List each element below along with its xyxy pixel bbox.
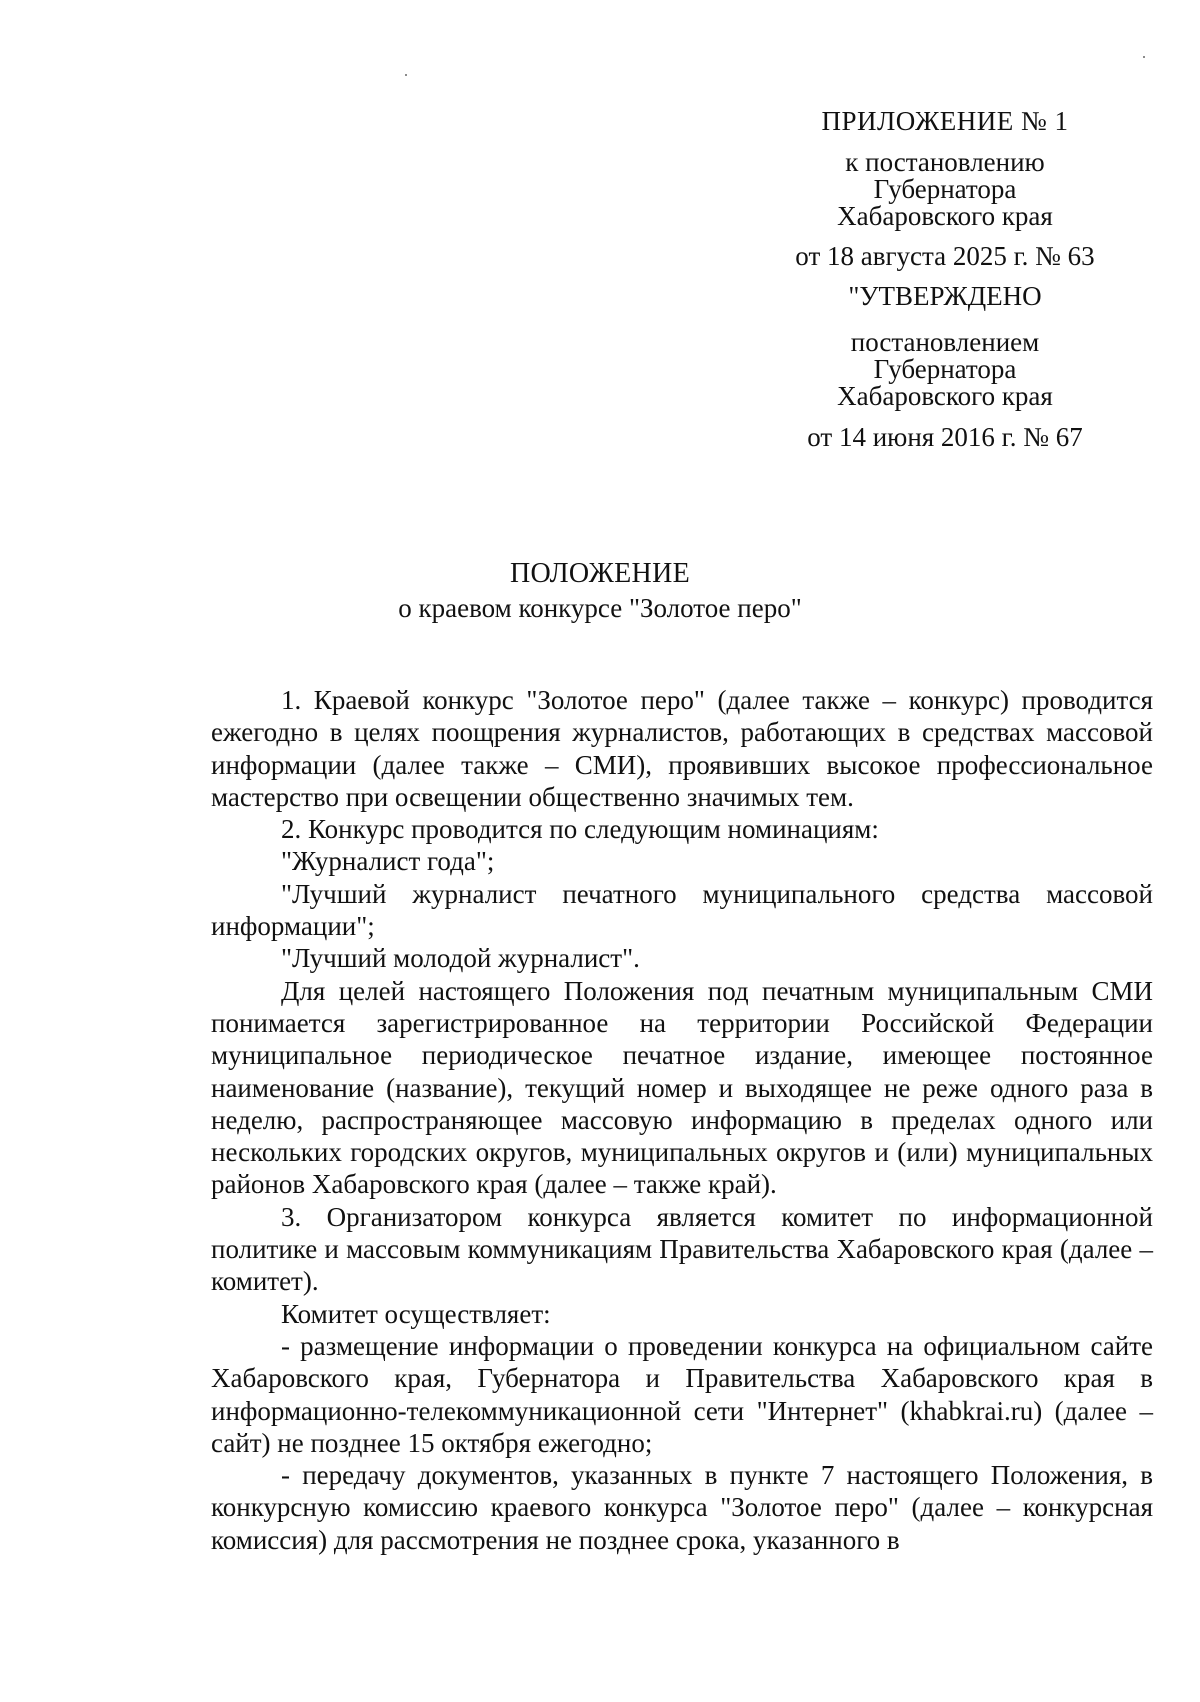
paragraph-2: 2. Конкурс проводится по следующим номинациям:	[281, 814, 879, 845]
scan-speck	[405, 74, 407, 76]
nomination-best-municipal-print: "Лучший журналист печатного муниципального средства массовой информации";	[211, 878, 1153, 942]
nomination-best-young-journalist: "Лучший молодой журналист".	[281, 943, 640, 974]
nomination-journalist-of-year: "Журналист года";	[281, 846, 495, 877]
appendix-date-number: от 18 августа 2025 г. № 63	[795, 241, 1095, 271]
appendix-block	[780, 108, 1110, 451]
document-heading	[0, 556, 1200, 624]
paragraph-definition: Для целей настоящего Положения под печатным муниципальным СМИ понимается зарегистрированное на территории Российской Федерации муниципальное периодическое печатное издание, имеющее постоянное наименование (название), текущий номер и выходящее не реже одного раза в неделю, распространяющее массовую информацию в пределах одного или нескольких городских округов, муниципальных округов и (или) муниципальных районов Хабаровского края (далее – также край).	[211, 975, 1153, 1200]
approved-stamp-label: "УТВЕРЖДЕНО	[848, 281, 1042, 311]
scan-speck	[1143, 56, 1145, 58]
paragraph-1: 1. Краевой конкурс "Золотое перо" (далее также – конкурс) проводится ежегодно в целях поощрения журналистов, работающих в средствах массовой информации (далее также – СМИ), проявивших высокое профессиональное мастерство при освещении общественно значимых тем.	[211, 685, 1153, 812]
committee-duty-publish: - размещение информации о проведении конкурса на официальном сайте Хабаровского края, Губернатора и Правительства Хабаровского края в информационно-телекоммуникационной сети "Интернет" (khabkrai.ru) (далее – сайт) не позднее 15 октября ежегодно;	[211, 1330, 1153, 1458]
approved-governor: Губернатора	[873, 354, 1017, 384]
appendix-title: ПРИЛОЖЕНИЕ № 1	[821, 106, 1069, 136]
approved-date-number: от 14 июня 2016 г. № 67	[807, 422, 1083, 452]
appendix-governor: Губернатора	[873, 174, 1017, 204]
paragraph-3: 3. Организатором конкурса является комитет по информационной политике и массовым коммуникациям Правительства Хабаровского края (далее – комитет).	[211, 1201, 1153, 1297]
document-body	[211, 684, 1153, 1556]
committee-duty-transfer: - передачу документов, указанных в пункте 7 настоящего Положения, в конкурсную комиссию краевого конкурса "Золотое перо" (далее – конкурсная комиссия) для рассмотрения не позднее срока, указанного в	[211, 1460, 1153, 1555]
appendix-region: Хабаровского края	[837, 201, 1053, 231]
approved-region: Хабаровского края	[837, 381, 1053, 411]
appendix-to-resolution: к постановлению	[845, 147, 1045, 177]
approved-by: постановлением	[850, 327, 1040, 357]
document-subtitle: о краевом конкурсе "Золотое перо"	[398, 593, 802, 623]
committee-duties-intro: Комитет осуществляет:	[281, 1298, 551, 1329]
document-title: ПОЛОЖЕНИЕ	[510, 558, 690, 589]
